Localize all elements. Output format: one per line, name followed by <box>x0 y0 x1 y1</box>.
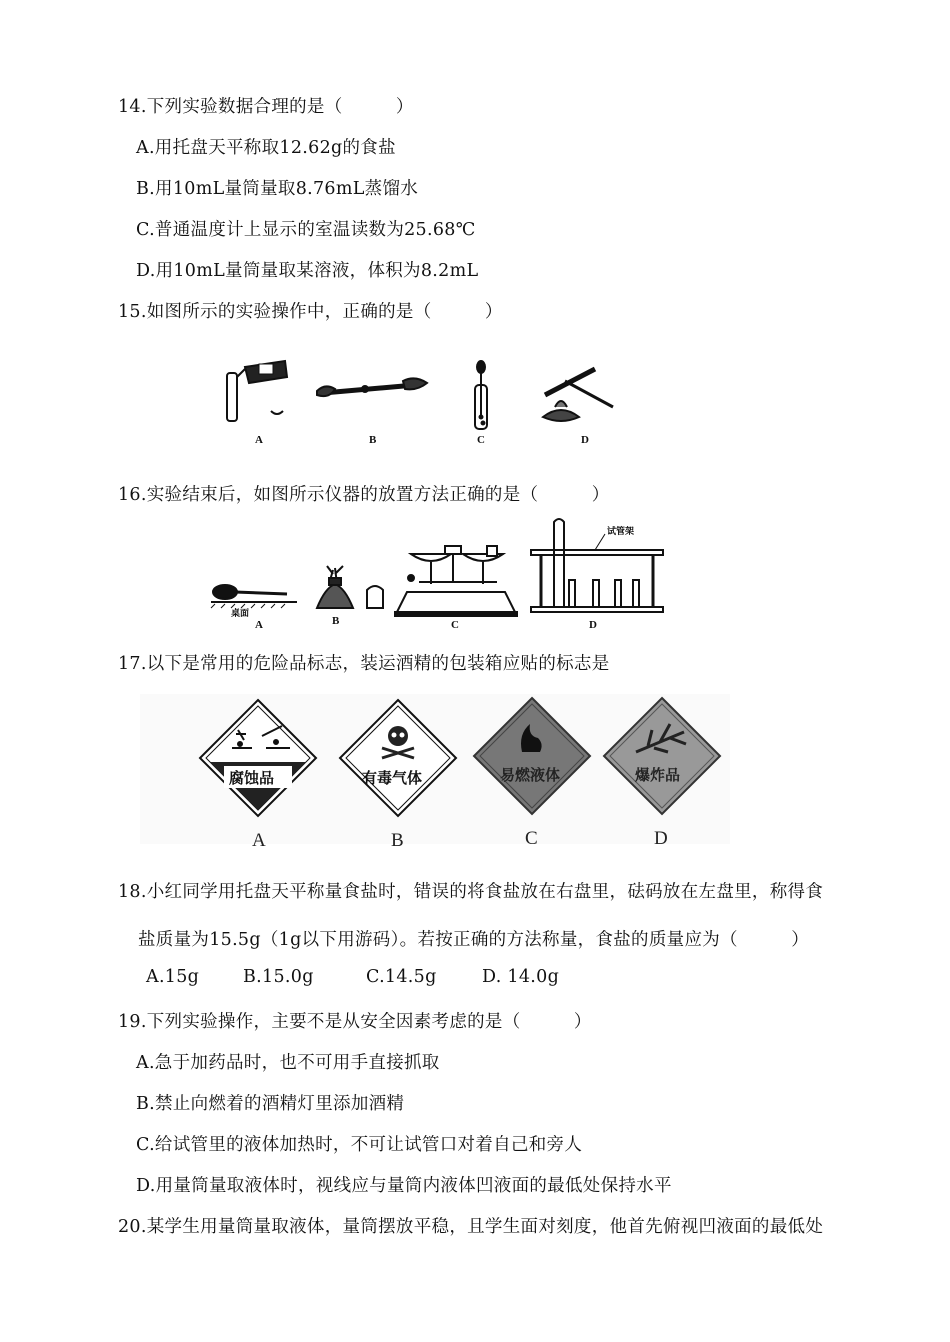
question-14-option-c: C.普通温度计上显示的室温读数为25.68℃ <box>136 220 476 240</box>
question-14-option-a: A.用托盘天平称取12.62g的食盐 <box>136 138 396 158</box>
question-17-stem: 17.以下是常用的危险品标志，装运酒精的包装箱应贴的标志是 <box>118 654 610 674</box>
sign-a-letter: A <box>252 830 266 851</box>
figure-16-label-b: B <box>332 615 340 627</box>
figure-16-b-lamp-icon <box>317 566 353 608</box>
sign-d-letter: D <box>654 828 668 849</box>
question-16-stem: 16.实验结束后，如图所示仪器的放置方法正确的是（ ） <box>118 485 610 505</box>
question-14-option-d: D.用10mL量筒量取某溶液，体积为8.2mL <box>136 261 479 281</box>
sign-b-label: 有毒气体 <box>362 769 423 787</box>
question-18-option-b: B.15.0g <box>243 967 314 987</box>
figure-15-label-c: C <box>477 434 485 446</box>
figure-16-a-dropper-on-desk-icon <box>211 585 297 608</box>
sign-c-letter: C <box>525 828 538 849</box>
question-18-option-d: D. 14.0g <box>482 967 560 987</box>
question-14-stem: 14.下列实验数据合理的是（ ） <box>118 97 414 117</box>
question-19-option-d: D.用量筒量取液体时，视线应与量筒内液体凹液面的最低处保持水平 <box>136 1176 672 1196</box>
figure-16-d-tube-rack-icon <box>531 519 663 612</box>
question-20-stem: 20.某学生用量筒量取液体，量筒摆放平稳，且学生面对刻度，他首先俯视凹液面的最低处 <box>118 1217 824 1237</box>
figure-16-desk-label: 桌面 <box>231 609 250 619</box>
question-18-options <box>146 967 559 987</box>
sign-c-label: 易燃液体 <box>500 766 561 784</box>
question-14-option-b: B.用10mL量筒量取8.76mL蒸馏水 <box>136 179 419 199</box>
question-18-line-2: 盐质量为15.5g（1g以下用游码）。若按正确的方法称量，食盐的质量应为（ ） <box>138 930 810 950</box>
question-15-figure <box>215 355 635 450</box>
question-16-figure <box>205 512 675 632</box>
sign-b-letter: B <box>391 830 404 851</box>
sign-d-label: 爆炸品 <box>635 766 681 784</box>
figure-16-label-d: D <box>589 619 597 631</box>
question-19-stem: 19.下列实验操作，主要不是从安全因素考虑的是（ ） <box>118 1012 592 1032</box>
question-18-option-a: A.15g <box>146 967 200 987</box>
figure-15-d-heating-icon <box>543 369 613 421</box>
figure-15-b-tube-icon <box>317 378 427 396</box>
figure-16-rack-label: 试管架 <box>607 527 635 537</box>
question-18-line-1: 18.小红同学用托盘天平称量食盐时，错误的将食盐放在右盘里，砝码放在左盘里，称得食 <box>118 882 824 902</box>
question-19-option-b: B.禁止向燃着的酒精灯里添加酒精 <box>136 1094 405 1114</box>
figure-15-label-b: B <box>369 434 377 446</box>
figure-15-c-dropper-icon <box>475 361 487 429</box>
figure-16-label-c: C <box>451 619 459 631</box>
question-19-option-c: C.给试管里的液体加热时，不可让试管口对着自己和旁人 <box>136 1135 583 1155</box>
question-18-option-c: C.14.5g <box>366 967 437 987</box>
sign-a-label: 腐蚀品 <box>229 769 275 787</box>
figure-15-a-pouring-icon <box>227 361 287 421</box>
question-19-option-a: A.急于加药品时，也不可用手直接抓取 <box>136 1053 440 1073</box>
figure-15-label-d: D <box>581 434 589 446</box>
figure-16-label-a: A <box>255 619 263 631</box>
figure-15-label-a: A <box>255 434 263 446</box>
question-15-stem: 15.如图所示的实验操作中，正确的是（ ） <box>118 302 503 322</box>
figure-16-c-balance-icon <box>395 546 517 616</box>
figure-16-lamp-cap-icon <box>367 586 383 608</box>
question-17-signs-figure <box>140 694 730 858</box>
